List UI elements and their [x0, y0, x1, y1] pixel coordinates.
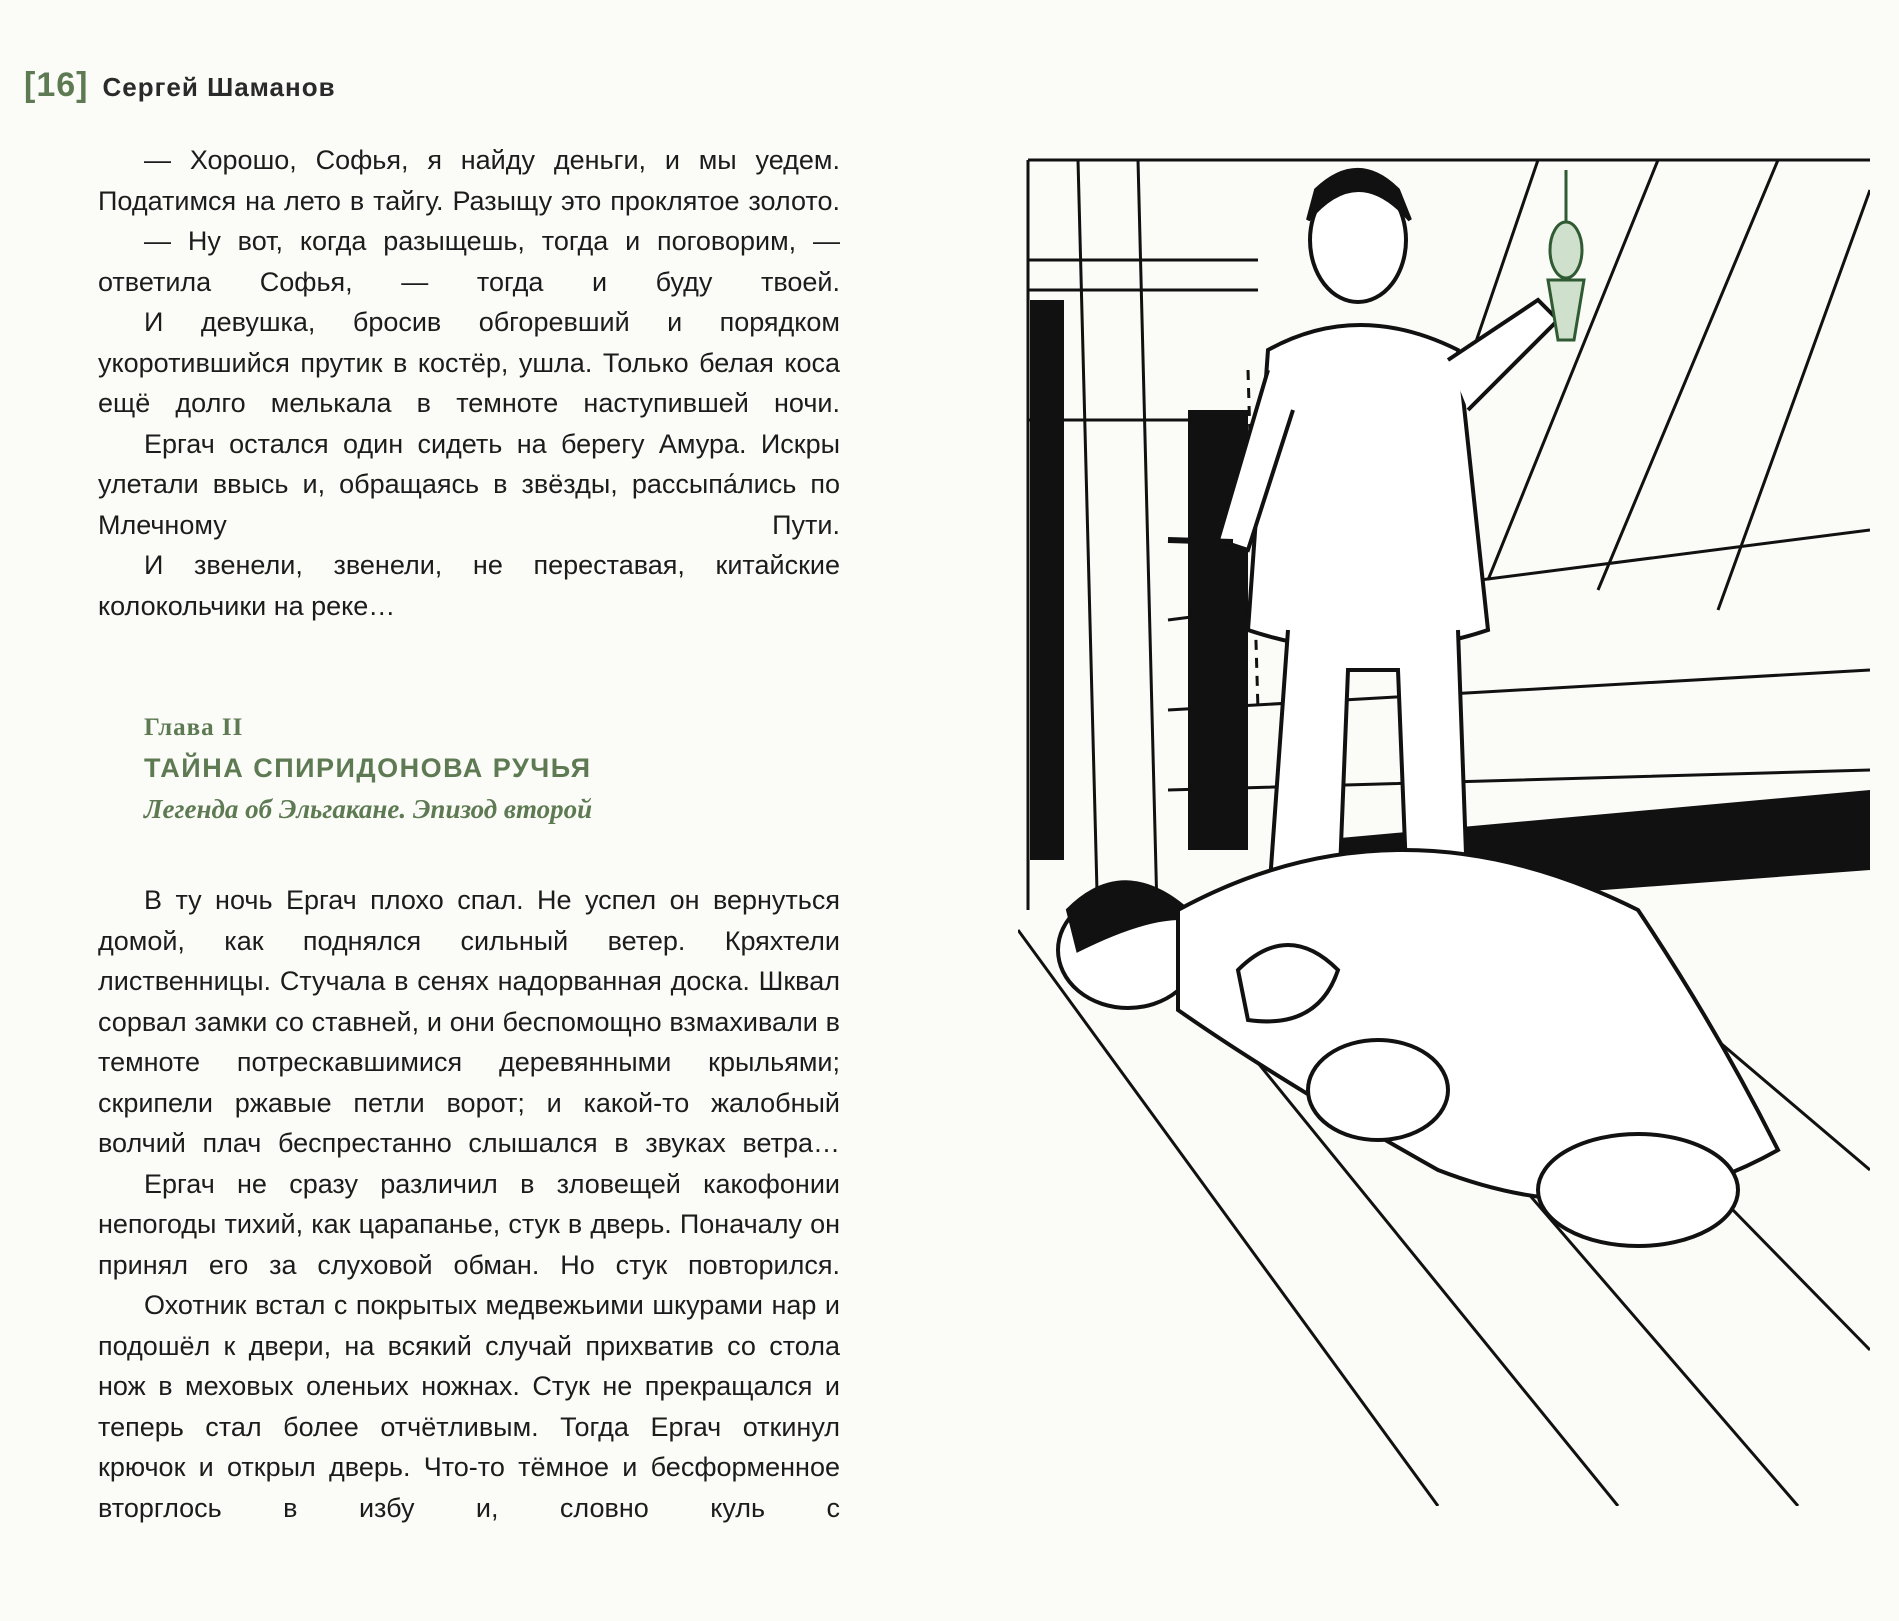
running-head: [24, 66, 336, 105]
paragraph: В ту ночь Ергач плохо спал. Не успел он вернуться домой, как поднялся сильный ветер. Кряхтели лиственницы. Стучала в сенях надорванная доска. Шквал сорвал замки со ставней, и они беспомощно взмахивали в темноте потрескавшимися деревянными крыльями; скрипели ржавые петли ворот; и какой-то жалобный волчий плач беспрестанно слышался в звуках ветра…: [98, 885, 840, 1158]
oil-lamp: [1548, 170, 1584, 340]
chapter-heading: [98, 710, 840, 828]
ink-illustration: [1018, 150, 1870, 1506]
man-arm-raised: [1448, 300, 1558, 410]
dark-wall-left: [1030, 300, 1064, 860]
paragraph: И девушка, бросив обгоревший и порядком укоротившийся прутик в костёр, ушла. Только белая коса ещё долго мелькала в темноте наступившей ночи.: [98, 307, 840, 418]
chapter-number: Глава II: [144, 714, 244, 741]
man-shirt: [1248, 325, 1488, 650]
author-name: Сергей Шаманов: [102, 72, 336, 102]
lying-man: [1058, 850, 1778, 1246]
paragraph: — Хорошо, Софья, я найду деньги, и мы уедем. Податимся на лето в тайгу. Разыщу это проклятое золото.: [98, 145, 840, 216]
paragraph: Ергач остался один сидеть на берегу Амура. Искры улетали ввысь и, обращаясь в звёзды, рассыпа́лись по Млечному Пути.: [98, 428, 840, 540]
boot-sole-1: [1308, 1040, 1448, 1140]
knife: [1168, 540, 1233, 542]
chapter-subtitle: Легенда об Эльгакане. Эпизод второй: [144, 794, 593, 824]
illustration-drawing: [1018, 150, 1870, 1506]
paragraph: Охотник встал с покрытых медвежьими шкурами нар и подошёл к двери, на всякий случай прихватив со стола нож в меховых оленьих ножнах. Стук не прекращался и теперь стал более отчётливым. Тогда Ергач откинул крючок и открыл дверь. Что-то тёмное и бесформенное вторглось в избу и, словно куль с: [98, 1290, 840, 1523]
page-number: [16]: [24, 66, 89, 104]
paragraph: Ергач не сразу различил в зловещей какофонии непогоды тихий, как царапанье, стук в дверь. Поначалу он принял его за слуховой обман. Но стук повторился.: [98, 1168, 840, 1280]
paragraph: И звенели, звенели, не переставая, китайские колокольчики на реке…: [98, 550, 840, 621]
text-column: [98, 140, 840, 1528]
chapter-title: ТАЙНА СПИРИДОНОВА РУЧЬЯ: [144, 753, 592, 783]
paragraph: — Ну вот, когда разыщешь, тогда и поговорим, — ответила Софья, — тогда и буду твоей.: [98, 226, 840, 297]
boot-sole-2: [1538, 1134, 1738, 1246]
